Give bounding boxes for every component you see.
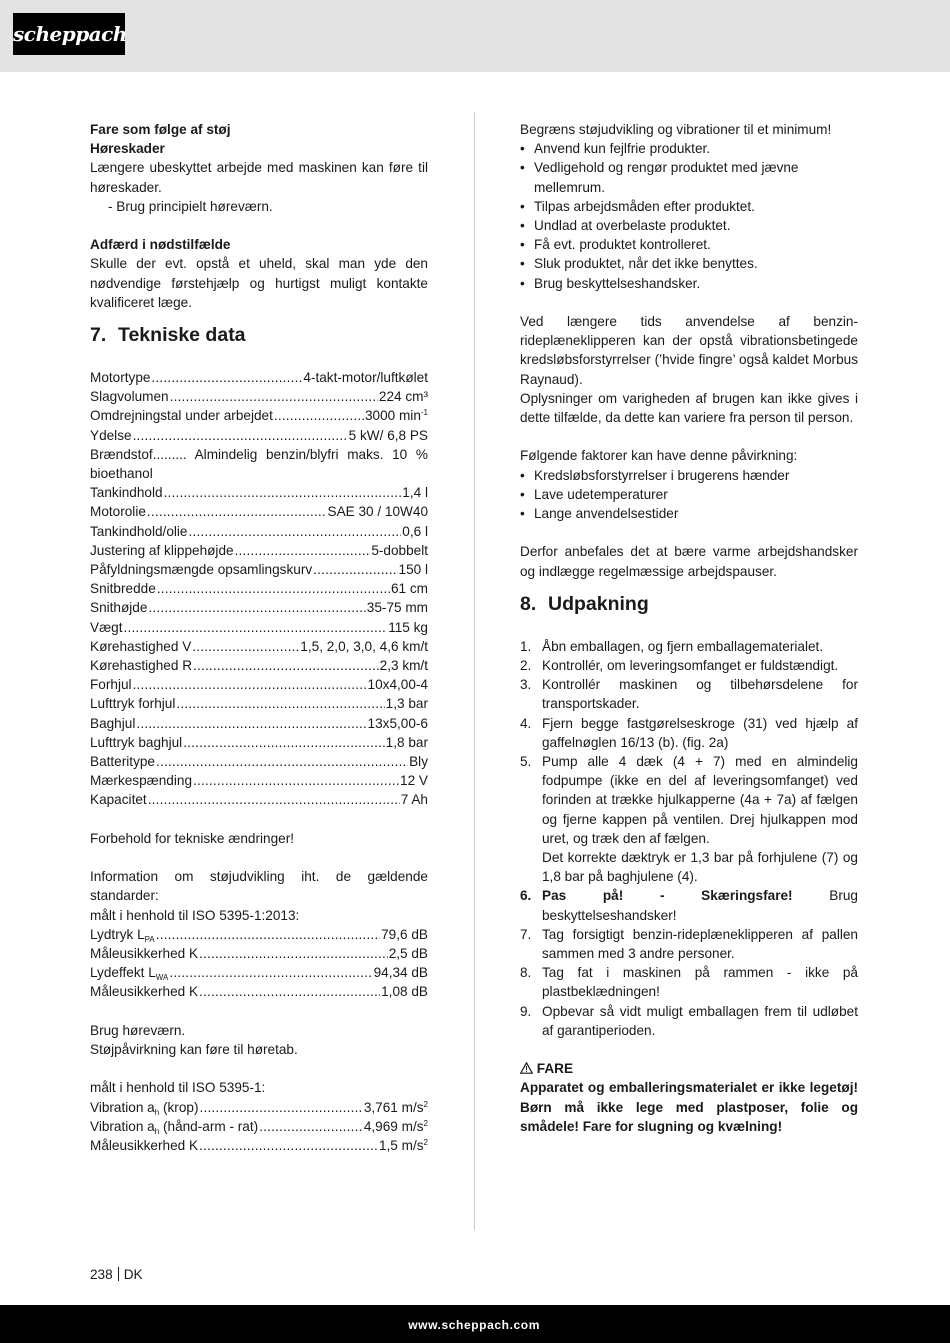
spec-row: Ydelse ..... 5 kW/ 6,8 PS [90,426,428,445]
warning-triangle-icon [520,1061,533,1076]
section-8-title: Udpakning [548,592,649,615]
page-number: 238 DK [90,1267,143,1282]
section-7-title: Tekniske data [118,324,246,347]
spec-row: Kørehastighed R ..... 2,3 km/t [90,656,428,675]
list-item: • Kredsløbsforstyrrelser i brugerens hænder [520,466,858,485]
spec-row: Påfyldningsmængde opsamlingskurv ..... 150 l [90,560,428,579]
limit-list [520,139,858,293]
section-8-heading [520,591,858,617]
left-column [90,120,428,1155]
list-item: • Vedligehold og rengør produktet med jævne mellemrum. [520,158,858,196]
spec-row-fuel: Brændstof......... Almindelig benzin/blyfri maks. 10 % bioethanol [90,446,428,482]
list-item: 6. Pas på! - Skæringsfare! Brug beskyttelseshandsker! [520,888,858,923]
spec-row: Motorolie ..... SAE 30 / 10W40 [90,502,428,521]
hearing-loss-note: Støjpåvirkning kan føre til høretab. [90,1042,298,1058]
list-item: 9. Opbevar så vidt muligt emballagen frem til udløbet af garantiperioden. [520,1003,858,1038]
section-8-number: 8. [520,592,537,615]
spec-row: Snitbredde ..... 61 cm [90,579,428,598]
vibration-spec-row: Vibration $a_h$ (hånd-arm - rat) ..... 4,969 $m/s^2$ [90,1117,428,1136]
spec-row: Batteritype ..... Bly [90,752,428,771]
long-use-text: Ved længere tids anvendelse af benzin-rideplæneklipperen kan der opstå vibrationsbetingede kredsløbsforstyrrelser (’hvide fingre’ også kaldet Morbus Raynaud). [520,314,858,387]
list-item: • Lange anvendelsestider [520,504,858,523]
noise-item: - Brug principielt høreværn. [108,198,273,214]
list-item: 5. Pump alle 4 dæk (4 + 7) med en almindelig fodpumpe (ikke en del af leveringsomfanget) ved forinden at trække hjulkapperne (4a + 7a) af fælgen og fjerne kappen på ventilen. Drej hjulkappen mod uret, og træk den af fælgen. Det korrekte dæktryk er 1,3 bar på forhjulene (7) og 1,8 bar på baghjulene (4). [520,754,858,885]
spec-row: Vægt ..... 115 kg [90,618,428,637]
spec-row: Kørehastighed V ..... 1,5, 2,0, 3,0, 4,6 km/t [90,637,428,656]
list-item: • Tilpas arbejdsmåden efter produktet. [520,197,858,216]
spec-row: Lufttryk forhjul ..... 1,3 bar [90,694,428,713]
emergency-title: Adfærd i nødstilfælde [90,237,231,253]
noise-info-text: Information om støjudvikling iht. de gældende standarder: [90,869,428,904]
spec-row: Motortype ..... 4-takt-motor/luftkølet [90,368,428,387]
right-column [520,120,858,1136]
list-item: 7. Tag forsigtigt benzin-rideplæneklipperen af pallen sammen med 3 andre personer. [520,926,858,962]
spec-row: Snithøjde ..... 35-75 mm [90,598,428,617]
spec-row: Kapacitet ..... 7 Ah [90,790,428,809]
noise-danger-title: Fare som følge af støj [90,122,231,137]
warning-title: FARE [536,1061,574,1077]
measured-standard-1: målt i henhold til ISO 5395-1:2013: [90,907,300,923]
reservation-note: Forbehold for tekniske ændringer! [90,830,295,846]
warning-heading [520,1059,858,1078]
recommendation-text: Derfor anbefales det at bære varme arbejdshandsker og indlægge regelmæssige arbejdspauser. [520,544,858,579]
noise-spec-row: Lydeffekt $L_{WA}$ ..... 94,34 dB [90,963,428,982]
list-item: • Lave udetemperaturer [520,485,858,504]
vibration-spec-row: Vibration $a_h$ (krop) ..... 3,761 $m/s^2$ [90,1098,428,1117]
factors-intro: Følgende faktorer kan have denne påvirkning: [520,448,798,464]
website-link[interactable]: www.scheppach.com [408,1318,540,1332]
spec-row: Forhjul ..... 10x4,00-4 [90,675,428,694]
vibration-spec-row: Måleusikkerhed K ..... 1,5 $m/s^2$ [90,1136,428,1155]
column-divider [474,112,475,1230]
warning-text: Apparatet og emballeringsmaterialet er ikke legetøj! Børn må ikke lege med plastposer, folie og smådele! Fare for slugning og kvælning! [520,1080,858,1134]
list-item: 8. Tag fat i maskinen på rammen - ikke på plastbeklædningen! [520,965,858,1000]
noise-spec-row: Måleusikkerhed K ..... 2,5 dB [90,944,428,963]
spec-row: Tankindhold ..... 1,4 l [90,483,428,502]
spec-row: Mærkespænding ..... 12 V [90,771,428,790]
hearing-protection-note: Brug høreværn. [90,1022,186,1038]
emergency-text: Skulle der evt. opstå et uheld, skal man yde den nødvendige førstehjælp og hurtigst muligt kontakte kvalificeret læge. [90,256,428,310]
spec-list [90,368,428,810]
duration-info-text: Oplysninger om varigheden af brugen kan ikke gives i dette tilfælde, da dette kan variere fra person til person. [520,390,858,426]
noise-text: Længere ubeskyttet arbejde med maskinen kan føre til høreskader. [90,160,428,195]
spec-row: Baghjul ..... 13x5,00-6 [90,714,428,733]
unpacking-steps [520,637,858,1040]
list-item: • Sluk produktet, når det ikke benyttes. [520,254,858,273]
list-item: • Få evt. produktet kontrolleret. [520,235,858,254]
spec-row: Tankindhold/olie ..... 0,6 l [90,522,428,541]
noise-spec-row: Lydtryk $L_{PA}$ ..... 79,6 dB [90,925,428,944]
scheppach-logo: scheppach [13,13,125,55]
section-7-number: 7. [90,324,107,347]
list-item: • Undlad at overbelaste produktet. [520,216,858,235]
list-item: • Brug beskyttelseshandsker. [520,274,858,293]
tire-pressure-note: Det korrekte dæktryk er 1,3 bar på forhjulene (7) og 1,8 bar på baghjulene (4). [542,850,858,885]
list-item: • Anvend kun fejlfrie produkter. [520,139,858,158]
section-7-heading [90,322,428,348]
limit-intro: Begræns støjudvikling og vibrationer til et minimum! [520,122,832,137]
noise-spec-row: Måleusikkerhed K ..... 1,08 dB [90,982,428,1001]
list-item: 3. Kontrollér maskinen og tilbehørsdelene for transportskader. [520,677,858,712]
hearing-damage-subtitle: Høreskader [90,141,165,157]
spec-row: Justering af klippehøjde ..... 5-dobbelt [90,541,428,560]
spec-row: Lufttryk baghjul ..... 1,8 bar [90,733,428,752]
measured-standard-2: målt i henhold til ISO 5395-1: [90,1080,266,1096]
header-bar [0,0,950,72]
spec-row: Slagvolumen ..... 224 cm³ [90,387,428,406]
footer-bar [0,1305,950,1343]
list-item: 1. Åbn emballagen, og fjern emballagematerialet. [520,638,824,654]
list-item: 2. Kontrollér, om leveringsomfanget er fuldstændigt. [520,658,839,674]
factors-list [520,466,858,524]
spec-row: Omdrejningstal under arbejdet ..... 3000 $\min^{-1}$ [90,406,428,425]
list-item: 4. Fjern begge fastgørelseskroge (31) ved hjælp af gaffelnøglen 16/13 (b). (fig. 2a) [520,715,858,750]
